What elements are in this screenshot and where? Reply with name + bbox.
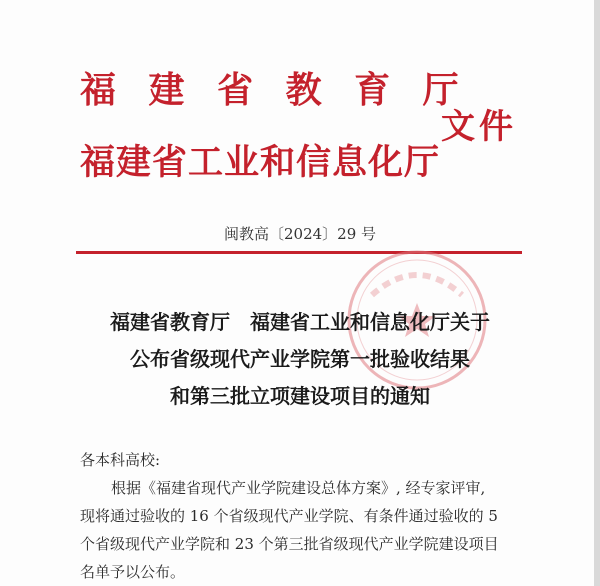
notice-title-line-1: 福建省教育厅 福建省工业和信息化厅关于 [110, 310, 490, 334]
document-number: 闽教高〔2024〕29 号 [223, 225, 377, 243]
body-text-line-3: 个省级现代产业学院和 23 个第三批省级现代产业学院建设项目 [80, 535, 499, 553]
salutation: 各本科高校: [80, 451, 161, 469]
body-text-line-1: 根据《福建省现代产业学院建设总体方案》, 经专家评审, [111, 479, 486, 497]
body-text-line-4: 名单予以公布。 [80, 563, 186, 581]
page-edge-shadow [594, 0, 600, 586]
body-text-line-2: 现将通过验收的 16 个省级现代产业学院、有条件通过验收的 5 [80, 507, 498, 525]
letterhead-line-education: 福 建 省 教 育 厅 [80, 69, 469, 111]
letterhead-line-industry: 福建省工业和信息化厅 [80, 142, 441, 183]
letterhead-suffix: 文件 [441, 107, 517, 147]
notice-title-line-2: 公布省级现代产业学院第一批验收结果 [130, 347, 470, 371]
notice-title-line-3: 和第三批立项建设项目的通知 [170, 384, 430, 408]
